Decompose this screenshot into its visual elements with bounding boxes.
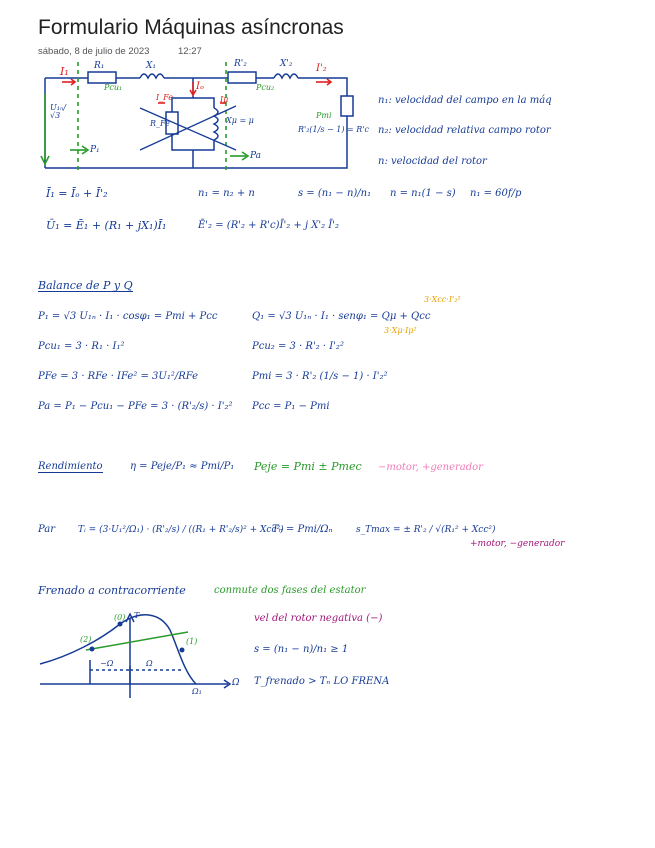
balance-pcu1: Pcu₁ = 3 · R₁ · I₁² <box>38 341 125 352</box>
label-r2p: R'₂ <box>234 59 247 69</box>
label-pmi: Pmi <box>316 111 332 120</box>
braking-result: T_frenado > Tₙ LO FRENA <box>254 676 390 687</box>
balance-q1: Q₁ = √3 U₁ₙ · I₁ · senφ₁ = Qμ + Qcc <box>252 311 431 322</box>
efficiency-formula: η = Peje/P₁ ≈ Pmi/P₁ <box>130 461 235 472</box>
label-pa: Pa <box>250 151 262 161</box>
torque-note: +motor, −generador <box>470 539 565 549</box>
braking-rotor: vel del rotor negativa (−) <box>254 613 383 624</box>
page-date: sábado, 8 de julio de 2023 <box>38 46 150 57</box>
balance-q-top: 3·Xcc·I'₂² <box>424 295 461 304</box>
page-time: 12:27 <box>178 46 202 57</box>
label-pcu1: Pcu₁ <box>104 83 123 92</box>
eq-speed: n₁ = n₂ + n <box>198 188 255 199</box>
graph-point-0: (0) <box>114 613 126 622</box>
braking-heading: Frenado a contracorriente <box>38 584 186 597</box>
graph-seg-right: Ω <box>146 659 153 668</box>
eq-currents: Ī₁ = Īₒ + Ī'₂ <box>46 187 108 200</box>
note-n2: n₂: velocidad relativa campo rotor <box>378 125 551 136</box>
eq-n1: n₁ = 60f/p <box>470 188 522 199</box>
balance-pcc: Pcc = P₁ − Pmi <box>252 401 330 412</box>
efficiency-note: −motor, +generador <box>378 462 483 473</box>
label-i2p: I'₂ <box>316 63 327 74</box>
graph-point-1: (1) <box>186 637 198 646</box>
label-rc: R'₂(1/s − 1) = R'c <box>298 125 369 134</box>
efficiency-label: Rendimiento <box>38 461 103 472</box>
eq-n: n = n₁(1 − s) <box>390 188 456 199</box>
label-imu: Iμ <box>220 95 229 104</box>
graph-seg-left: −Ω <box>100 659 114 668</box>
eq-voltage2: Ē'₂ = (R'₂ + R'c)Ī'₂ + j X'₂ Ī'₂ <box>198 220 339 231</box>
graph-y-label: T <box>134 611 140 620</box>
eq-voltage1: Ū₁ = Ē₁ + (R₁ + jX₁)Ī₁ <box>46 219 167 232</box>
label-xmu: Xμ = μ <box>226 116 254 125</box>
label-ife: I_Fe <box>156 93 174 102</box>
balance-pa: Pa = P₁ − Pcu₁ − PFe = 3 · (R'₂/s) · I'₂² <box>38 401 233 412</box>
label-v1: U₁ₙ/√3 <box>50 103 66 120</box>
balance-pmi: Pmi = 3 · R'₂ (1/s − 1) · I'₂² <box>252 371 388 382</box>
note-n1: n₁: velocidad del campo en la máq <box>378 95 552 106</box>
label-r1: R₁ <box>94 61 105 71</box>
balance-q-bottom: 3·Xμ·Iμ² <box>384 326 417 335</box>
torque-label: Par <box>38 524 56 535</box>
graph-x-label: Ω <box>232 678 240 688</box>
label-x2p: X'₂ <box>280 59 293 69</box>
torque-stmax: s_Tmax = ± R'₂ / √(R₁² + Xcc²) <box>356 525 496 535</box>
label-i1: I₁ <box>60 65 69 78</box>
balance-p1: P₁ = √3 U₁ₙ · I₁ · cosφ₁ = Pmi + Pcc <box>38 311 218 322</box>
graph-omega1: Ω₁ <box>192 687 202 696</box>
label-x1: X₁ <box>146 61 157 71</box>
eq-slip: s = (n₁ − n)/n₁ <box>298 188 372 199</box>
page-title: Formulario Máquinas asíncronas <box>38 16 344 39</box>
balance-pfe: PFe = 3 · RFe · IFe² = 3U₁²/RFe <box>38 371 199 382</box>
label-rfe: R_Fe <box>150 119 170 128</box>
torque-formula: Tᵢ = (3·U₁²/Ω₁) · (R'₂/s) / ((R₁ + R'₂/s)² + Xcc²) <box>78 525 284 535</box>
label-io: Iₒ <box>196 81 204 92</box>
label-p1: P₁ <box>90 145 100 155</box>
torque-tn: Tₙ = Pmi/Ωₙ <box>272 524 333 535</box>
efficiency-peje: Peje = Pmi ± Pmec <box>254 460 362 473</box>
braking-subheading: conmute dos fases del estator <box>214 585 366 596</box>
label-pcu2: Pcu₂ <box>256 83 275 92</box>
balance-pcu2: Pcu₂ = 3 · R'₂ · I'₂² <box>252 341 344 352</box>
braking-slip: s = (n₁ − n)/n₁ ≥ 1 <box>254 644 349 655</box>
balance-heading: Balance de P y Q <box>38 279 133 292</box>
graph-point-2: (2) <box>80 635 92 644</box>
note-n: n: velocidad del rotor <box>378 156 487 167</box>
